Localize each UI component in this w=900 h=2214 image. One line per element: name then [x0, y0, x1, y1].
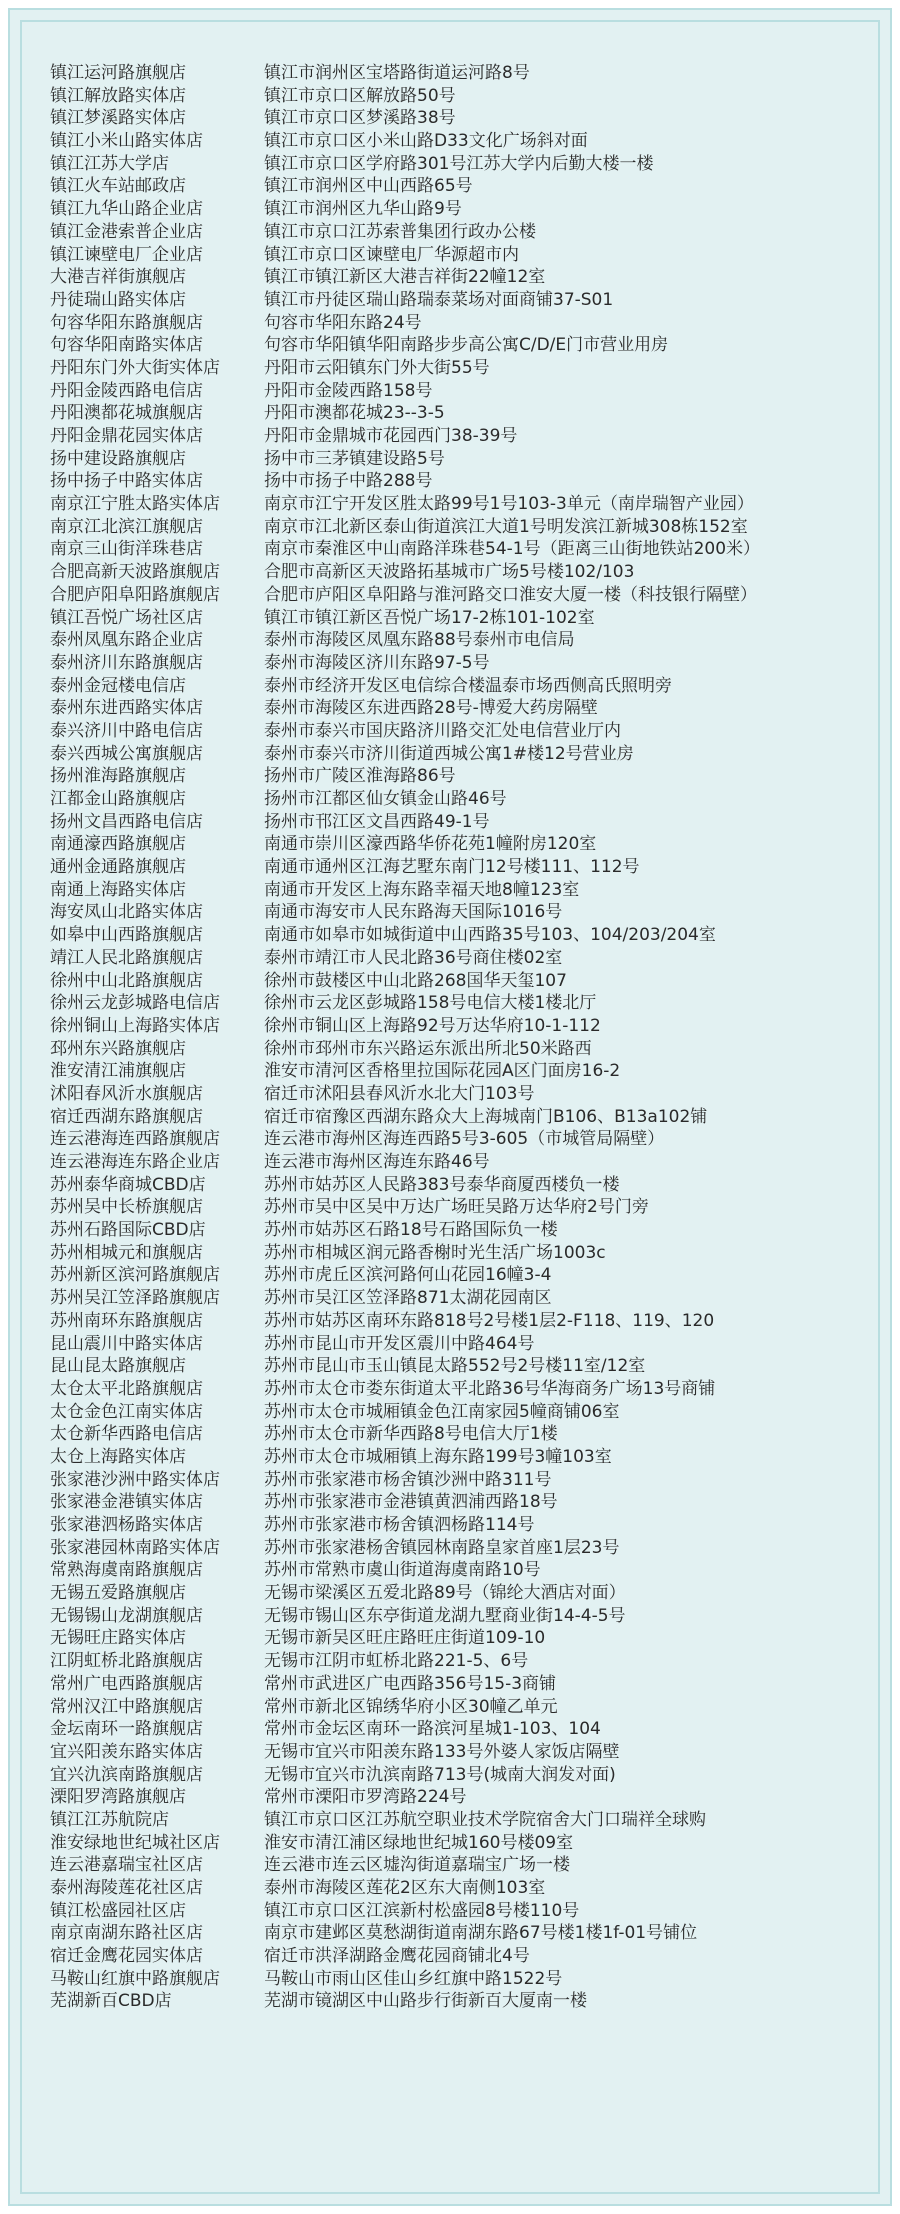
store-name: 金坛南环一路旗舰店: [50, 1719, 203, 1740]
store-name: 镇江火车站邮政店: [50, 176, 186, 197]
store-address: 苏州市张家港市杨舍镇沙洲中路311号: [264, 1469, 552, 1490]
store-name: 常熟海虞南路旗舰店: [50, 1560, 203, 1581]
store-address: 苏州市昆山市玉山镇昆太路552号2号楼11室/12室: [264, 1356, 646, 1377]
store-address: 丹阳市金鼎城市花园西门38-39号: [264, 426, 518, 446]
store-row: [50, 1786, 870, 1809]
store-row: [50, 1355, 870, 1378]
store-name: 合肥庐阳阜阳路旗舰店: [50, 584, 220, 605]
store-address: 句容市华阳东路24号: [264, 312, 422, 333]
store-address: 苏州市太仓市城厢镇金色江南家园5幢商铺06室: [264, 1401, 620, 1422]
store-name: 靖江人民北路旗舰店: [50, 947, 203, 968]
store-address: 无锡市宜兴市氿滨南路713号(城南大润发对面): [264, 1764, 616, 1785]
store-row: [50, 607, 870, 630]
store-name: 太仓新华西路电信店: [50, 1424, 203, 1445]
outer-frame: [8, 8, 892, 2206]
store-row: [50, 1900, 870, 1923]
store-address: 南通市海安市人民东路海天国际1016号: [264, 902, 563, 923]
store-address: 苏州市张家港市杨舍镇泗杨路114号: [264, 1515, 535, 1535]
store-row: [50, 879, 870, 902]
store-name: 合肥高新天波路旗舰店: [50, 562, 220, 583]
store-address: 南通市通州区江海艺墅东南门12号楼111、112号: [264, 857, 640, 878]
store-address: 镇江市润州区九华山路9号: [264, 199, 462, 220]
store-name: 镇江梦溪路实体店: [50, 108, 186, 129]
store-row: [50, 62, 870, 85]
store-name: 沭阳春风沂水旗舰店: [50, 1083, 203, 1104]
store-address: 镇江市京口区江苏航空职业技术学院宿舍大门口瑞祥全球购: [264, 1809, 706, 1830]
store-name: 镇江金港索普企业店: [50, 221, 203, 242]
store-name: 宿迁西湖东路旗舰店: [50, 1106, 203, 1127]
store-name: 镇江江苏航院店: [50, 1809, 169, 1830]
store-name: 南京三山街洋珠巷店: [50, 539, 203, 560]
store-name: 无锡旺庄路实体店: [50, 1628, 186, 1649]
store-name: 泰州东进西路实体店: [50, 698, 203, 719]
store-address: 镇江市丹徒区瑞山路瑞泰菜场对面商铺37-S01: [264, 289, 614, 310]
store-row: [50, 357, 870, 380]
store-name: 南京江宁胜太路实体店: [50, 494, 220, 515]
store-name: 扬州文昌西路电信店: [50, 811, 203, 832]
store-row: [50, 1333, 870, 1356]
store-address: 泰州市海陵区东进西路28号-博爱大药房隔壁: [264, 698, 598, 719]
store-row: [50, 266, 870, 289]
store-name: 南京南湖东路社区店: [50, 1923, 203, 1944]
store-address: 常州市溧阳市罗湾路224号: [264, 1787, 467, 1808]
store-row: [50, 130, 870, 153]
store-row: [50, 856, 870, 879]
store-row: [50, 1514, 870, 1537]
store-address: 泰州市海陵区凤凰东路88号泰州市电信局: [264, 630, 575, 651]
store-name: 张家港金港镇实体店: [50, 1492, 203, 1513]
store-name: 南通上海路实体店: [50, 879, 186, 900]
store-name: 昆山昆太路旗舰店: [50, 1356, 186, 1377]
store-name: 海安凤山北路实体店: [50, 902, 203, 923]
store-address: 宿迁市沭阳县春风沂水北大门103号: [264, 1083, 535, 1104]
store-name: 宿迁金鹰花园实体店: [50, 1946, 203, 1967]
store-row: [50, 1242, 870, 1265]
store-address: 苏州市姑苏区石路18号石路国际负一楼: [264, 1220, 558, 1241]
store-name: 苏州吴中长桥旗舰店: [50, 1197, 203, 1218]
store-address: 苏州市昆山市开发区震川中路464号: [264, 1333, 535, 1354]
store-row: [50, 1038, 870, 1061]
store-address: 芜湖市镜湖区中山路步行街新百大厦南一楼: [264, 1991, 587, 2012]
store-list: [50, 62, 870, 2013]
store-row: [50, 992, 870, 1015]
store-row: [50, 1945, 870, 1968]
store-address: 连云港市海州区海连西路5号3-605（市城管局隔壁）: [264, 1129, 665, 1150]
store-address: 镇江市京口区解放路50号: [264, 85, 456, 106]
store-address: 苏州市虎丘区滨河路何山花园16幢3-4: [264, 1265, 552, 1286]
store-address: 丹阳市金陵西路158号: [264, 380, 433, 401]
store-row: [50, 1968, 870, 1991]
store-name: 扬中扬子中路实体店: [50, 471, 203, 492]
store-name: 淮安清江浦旗舰店: [50, 1061, 186, 1082]
store-name: 芜湖新百CBD店: [50, 1991, 172, 2012]
store-name: 泰州济川东路旗舰店: [50, 652, 203, 673]
store-address: 无锡市梁溪区五爱北路89号（锦纶大酒店对面）: [264, 1583, 626, 1604]
store-row: [50, 1854, 870, 1877]
store-name: 扬州淮海路旗舰店: [50, 766, 186, 787]
store-address: 苏州市相城区润元路香榭时光生活广场1003c: [264, 1242, 606, 1263]
store-address: 南京市江北新区泰山街道滨江大道1号明发滨江新城308栋152室: [264, 516, 748, 537]
store-row: [50, 811, 870, 834]
store-row: [50, 1128, 870, 1151]
store-row: [50, 1219, 870, 1242]
store-address: 徐州市鼓楼区中山北路268国华天玺107: [264, 970, 567, 991]
store-name: 苏州相城元和旗舰店: [50, 1242, 203, 1263]
store-row: [50, 1264, 870, 1287]
store-name: 镇江运河路旗舰店: [50, 63, 186, 83]
store-address: 苏州市太仓市新华西路8号电信大厅1楼: [264, 1424, 558, 1445]
store-row: [50, 1287, 870, 1310]
store-row: [50, 720, 870, 743]
store-name: 太仓上海路实体店: [50, 1446, 186, 1467]
store-row: [50, 788, 870, 811]
store-name: 连云港海连西路旗舰店: [50, 1129, 220, 1150]
store-address: 南通市如皋市如城街道中山西路35号103、104/203/204室: [264, 925, 716, 946]
store-row: [50, 1627, 870, 1650]
store-row: [50, 1832, 870, 1855]
store-row: [50, 153, 870, 176]
store-address: 苏州市张家港市金港镇黄泗浦西路18号: [264, 1492, 558, 1513]
store-name: 溧阳罗湾路旗舰店: [50, 1787, 186, 1808]
store-row: [50, 493, 870, 516]
store-row: [50, 561, 870, 584]
store-row: [50, 1060, 870, 1083]
store-address: 句容市华阳镇华阳南路步步高公寓C/D/E门市营业用房: [264, 335, 669, 356]
store-address: 苏州市吴江区笠泽路871太湖花园南区: [264, 1288, 552, 1309]
store-address: 连云港市连云区墟沟街道嘉瑞宝广场一楼: [264, 1855, 570, 1876]
store-row: [50, 1469, 870, 1492]
store-name: 南京江北滨江旗舰店: [50, 516, 203, 537]
store-address: 合肥市高新区天波路拓基城市广场5号楼102/103: [264, 562, 635, 583]
store-name: 徐州铜山上海路实体店: [50, 1015, 220, 1036]
store-row: [50, 516, 870, 539]
store-name: 徐州云龙彭城路电信店: [50, 993, 220, 1014]
store-address: 镇江市润州区中山西路65号: [264, 176, 473, 197]
store-name: 通州金通路旗舰店: [50, 857, 186, 878]
store-row: [50, 1083, 870, 1106]
store-address: 苏州市张家港杨舍镇园林南路皇家首座1层23号: [264, 1537, 620, 1558]
store-address: 常州市武进区广电西路356号15-3商铺: [264, 1673, 557, 1694]
store-name: 邳州东兴路旗舰店: [50, 1038, 186, 1059]
store-row: [50, 1423, 870, 1446]
store-row: [50, 85, 870, 108]
store-row: [50, 1310, 870, 1333]
store-row: [50, 1015, 870, 1038]
store-row: [50, 289, 870, 312]
store-name: 镇江谏壁电厂企业店: [50, 244, 203, 265]
store-row: [50, 402, 870, 425]
store-address: 连云港市海州区海连东路46号: [264, 1152, 490, 1172]
store-address: 无锡市宜兴市阳羡东路133号外婆人家饭店隔壁: [264, 1741, 620, 1762]
store-name: 丹阳东门外大街实体店: [50, 357, 220, 378]
store-row: [50, 1582, 870, 1605]
store-name: 太仓太平北路旗舰店: [50, 1378, 203, 1399]
store-row: [50, 1491, 870, 1514]
store-name: 常州广电西路旗舰店: [50, 1673, 203, 1694]
store-name: 徐州中山北路旗舰店: [50, 970, 203, 991]
store-name: 丹阳金陵西路电信店: [50, 380, 203, 401]
store-row: [50, 244, 870, 267]
store-name: 扬中建设路旗舰店: [50, 448, 186, 469]
store-name: 泰兴西城公寓旗舰店: [50, 743, 203, 764]
store-row: [50, 1673, 870, 1696]
store-row: [50, 1650, 870, 1673]
store-address: 无锡市新吴区旺庄路旺庄街道109-10: [264, 1628, 546, 1649]
store-row: [50, 1559, 870, 1582]
store-address: 徐州市铜山区上海路92号万达华府10-1-112: [264, 1015, 601, 1036]
store-address: 宿迁市洪泽湖路金鹰花园商铺北4号: [264, 1946, 530, 1967]
store-address: 苏州市常熟市虞山街道海虞南路10号: [264, 1560, 541, 1581]
store-name: 苏州南环东路旗舰店: [50, 1310, 203, 1331]
store-name: 句容华阳南路实体店: [50, 335, 203, 356]
store-name: 无锡锡山龙湖旗舰店: [50, 1605, 203, 1626]
store-row: [50, 1446, 870, 1469]
store-address: 镇江市京口区梦溪路38号: [264, 108, 456, 129]
store-name: 泰州金冠楼电信店: [50, 675, 186, 696]
store-row: [50, 380, 870, 403]
store-address: 南京市江宁开发区胜太路99号1号103-3单元（南岸瑞智产业园）: [264, 494, 754, 515]
store-row: [50, 1378, 870, 1401]
store-row: [50, 1537, 870, 1560]
store-address: 扬州市邗江区文昌西路49-1号: [264, 811, 490, 832]
store-name: 镇江九华山路企业店: [50, 199, 203, 220]
store-address: 扬州市江都区仙女镇金山路46号: [264, 789, 507, 809]
store-address: 泰州市靖江市人民北路36号商住楼02室: [264, 947, 563, 968]
store-address: 镇江市京口区小米山路D33文化广场斜对面: [264, 131, 588, 152]
store-name: 如皋中山西路旗舰店: [50, 925, 203, 946]
store-name: 泰州凤凰东路企业店: [50, 630, 203, 651]
store-row: [50, 652, 870, 675]
store-name: 江都金山路旗舰店: [50, 789, 186, 809]
store-address: 泰州市经济开发区电信综合楼温泰市场西侧高氏照明旁: [264, 675, 672, 696]
store-name: 宜兴阳羡东路实体店: [50, 1741, 203, 1762]
store-address: 马鞍山市雨山区佳山乡红旗中路1522号: [264, 1968, 563, 1989]
store-row: [50, 924, 870, 947]
store-address: 泰州市泰兴市国庆路济川路交汇处电信营业厅内: [264, 720, 621, 741]
store-address: 苏州市姑苏区南环东路818号2号楼1层2-F118、119、120: [264, 1310, 715, 1331]
store-row: [50, 448, 870, 471]
store-name: 泰兴济川中路电信店: [50, 720, 203, 741]
store-address: 南京市秦淮区中山南路洋珠巷54-1号（距离三山街地铁站200米）: [264, 539, 761, 560]
store-address: 淮安市清江浦区绿地世纪城160号楼09室: [264, 1832, 574, 1853]
store-name: 镇江解放路实体店: [50, 85, 186, 106]
store-address: 常州市新北区锦绣华府小区30幢乙单元: [264, 1696, 558, 1717]
store-address: 镇江市京口区学府路301号江苏大学内后勤大楼一楼: [264, 153, 654, 174]
store-row: [50, 1741, 870, 1764]
store-name: 常州汉江中路旗舰店: [50, 1696, 203, 1717]
store-address: 南通市开发区上海东路幸福天地8幢123室: [264, 879, 580, 900]
store-address: 扬中市三茅镇建设路5号: [264, 448, 445, 469]
store-name: 泰州海陵莲花社区店: [50, 1878, 203, 1898]
store-address: 常州市金坛区南环一路滨河星城1-103、104: [264, 1719, 601, 1740]
store-row: [50, 175, 870, 198]
store-row: [50, 584, 870, 607]
store-row: [50, 1990, 870, 2013]
store-address: 苏州市姑苏区人民路383号泰华商厦西楼负一楼: [264, 1174, 620, 1195]
store-row: [50, 1401, 870, 1424]
store-name: 镇江江苏大学店: [50, 153, 169, 174]
store-row: [50, 312, 870, 335]
store-address: 南通市崇川区濠西路华侨花苑1幢附房120室: [264, 834, 597, 855]
store-row: [50, 425, 870, 448]
store-name: 镇江小米山路实体店: [50, 131, 203, 152]
store-name: 丹徒瑞山路实体店: [50, 289, 186, 310]
store-address: 镇江市镇江新区大港吉祥街22幢12室: [264, 267, 546, 288]
store-name: 苏州吴江笠泽路旗舰店: [50, 1288, 220, 1309]
store-row: [50, 334, 870, 357]
store-address: 宿迁市宿豫区西湖东路众大上海城南门B106、B13a102铺: [264, 1106, 708, 1127]
store-name: 张家港沙洲中路实体店: [50, 1469, 220, 1490]
store-row: [50, 743, 870, 766]
store-row: [50, 1696, 870, 1719]
store-address: 徐州市云龙区彭城路158号电信大楼1楼北厅: [264, 993, 597, 1014]
store-row: [50, 675, 870, 698]
store-name: 镇江吾悦广场社区店: [50, 607, 203, 628]
store-row: [50, 107, 870, 130]
store-row: [50, 1174, 870, 1197]
store-address: 南京市建邺区莫愁湖街道南湖东路67号楼1楼1f-01号铺位: [264, 1923, 698, 1944]
store-name: 南通濠西路旗舰店: [50, 834, 186, 855]
store-address: 镇江市京口区江滨新村松盛园8号楼110号: [264, 1900, 580, 1921]
store-address: 合肥市庐阳区阜阳路与淮河路交口淮安大厦一楼（科技银行隔壁）: [264, 584, 757, 605]
store-name: 苏州新区滨河路旗舰店: [50, 1265, 220, 1286]
store-row: [50, 947, 870, 970]
store-row: [50, 629, 870, 652]
store-address: 苏州市太仓市娄东街道太平北路36号华海商务广场13号商铺: [264, 1378, 716, 1399]
store-row: [50, 1196, 870, 1219]
store-row: [50, 1877, 870, 1900]
store-row: [50, 1764, 870, 1787]
store-address: 徐州市邳州市东兴路运东派出所北50米路西: [264, 1038, 592, 1059]
store-name: 丹阳澳都花城旗舰店: [50, 403, 203, 424]
store-row: [50, 833, 870, 856]
store-row: [50, 221, 870, 244]
store-row: [50, 198, 870, 221]
store-name: 昆山震川中路实体店: [50, 1333, 203, 1354]
store-name: 连云港海连东路企业店: [50, 1152, 220, 1172]
store-name: 连云港嘉瑞宝社区店: [50, 1855, 203, 1876]
store-name: 宜兴氿滨南路旗舰店: [50, 1764, 203, 1785]
store-row: [50, 970, 870, 993]
store-row: [50, 1718, 870, 1741]
store-row: [50, 697, 870, 720]
store-address: 镇江市润州区宝塔路街道运河路8号: [264, 63, 530, 83]
store-address: 扬中市扬子中路288号: [264, 471, 433, 492]
store-address: 泰州市海陵区济川东路97-5号: [264, 652, 490, 673]
store-name: 张家港园林南路实体店: [50, 1537, 220, 1558]
store-address: 无锡市锡山区东亭街道龙湖九墅商业街14-4-5号: [264, 1605, 626, 1626]
store-address: 泰州市海陵区莲花2区东大南侧103室: [264, 1878, 546, 1898]
store-row: [50, 765, 870, 788]
store-address: 泰州市泰兴市济川街道西城公寓1#楼12号营业房: [264, 743, 634, 764]
store-row: [50, 470, 870, 493]
store-address: 丹阳市云阳镇东门外大街55号: [264, 357, 490, 378]
store-row: [50, 1106, 870, 1129]
store-name: 镇江松盛园社区店: [50, 1900, 186, 1921]
store-row: [50, 1605, 870, 1628]
store-name: 太仓金色江南实体店: [50, 1401, 203, 1422]
store-name: 苏州泰华商城CBD店: [50, 1174, 206, 1195]
store-name: 句容华阳东路旗舰店: [50, 312, 203, 333]
store-row: [50, 538, 870, 561]
store-name: 张家港泗杨路实体店: [50, 1515, 203, 1535]
store-address: 镇江市京口江苏索普集团行政办公楼: [264, 221, 536, 242]
store-name: 无锡五爱路旗舰店: [50, 1583, 186, 1604]
store-row: [50, 1809, 870, 1832]
store-name: 江阴虹桥北路旗舰店: [50, 1651, 203, 1672]
store-address: 扬州市广陵区淮海路86号: [264, 766, 456, 787]
store-name: 淮安绿地世纪城社区店: [50, 1832, 220, 1853]
store-row: [50, 1922, 870, 1945]
store-name: 苏州石路国际CBD店: [50, 1220, 206, 1241]
store-address: 丹阳市澳都花城23--3-5: [264, 403, 445, 424]
store-name: 大港吉祥街旗舰店: [50, 267, 186, 288]
store-address: 镇江市京口区谏壁电厂华源超市内: [264, 244, 519, 265]
store-name: 马鞍山红旗中路旗舰店: [50, 1968, 220, 1989]
store-address: 苏州市太仓市城厢镇上海东路199号3幢103室: [264, 1446, 612, 1467]
store-address: 苏州市吴中区吴中万达广场旺吴路万达华府2号门旁: [264, 1197, 649, 1218]
store-row: [50, 1151, 870, 1174]
store-row: [50, 901, 870, 924]
store-name: 丹阳金鼎花园实体店: [50, 426, 203, 446]
store-address: 镇江市镇江新区吾悦广场17-2栋101-102室: [264, 607, 595, 628]
store-address: 无锡市江阴市虹桥北路221-5、6号: [264, 1651, 529, 1672]
store-address: 淮安市清河区香格里拉国际花园A区门面房16-2: [264, 1061, 621, 1082]
